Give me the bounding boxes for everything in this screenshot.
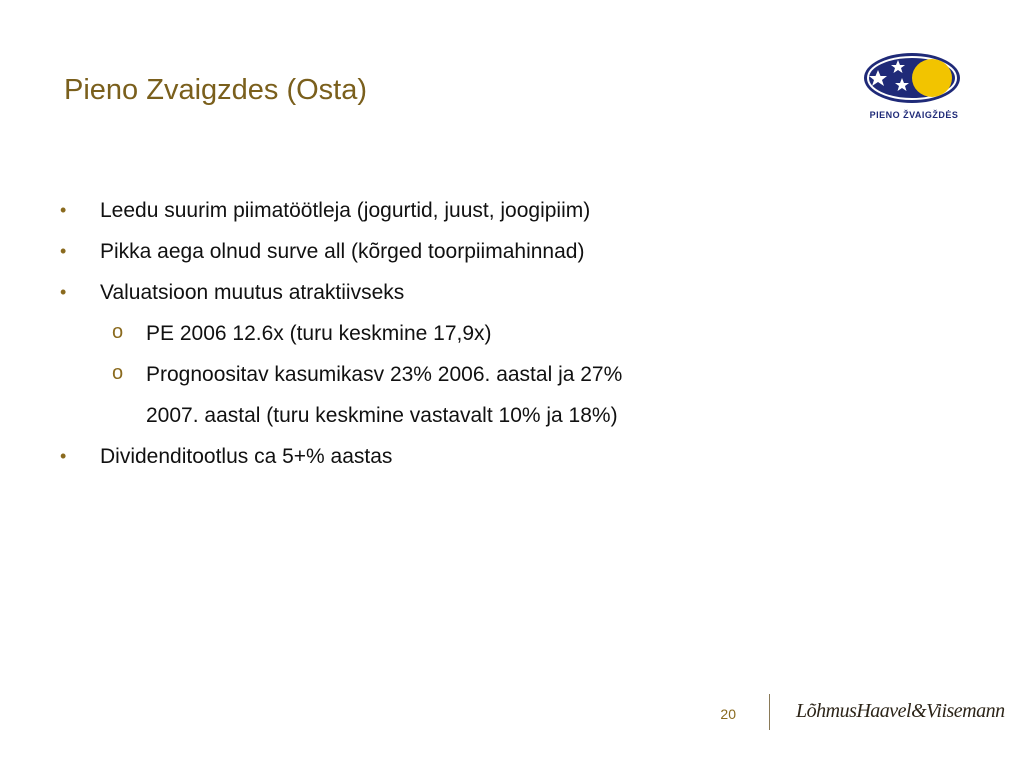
firm-logo: LõhmusHaavel&Viisemann <box>796 700 1005 722</box>
bullet-marker: • <box>60 446 67 466</box>
pieno-zvaigzdes-logo <box>856 50 972 128</box>
list-item <box>60 272 820 313</box>
sub-list-item <box>60 354 820 395</box>
sub-bullet-continuation-text: 2007. aastal (turu keskmine vastavalt 10% ja 18%) <box>146 404 618 427</box>
sub-bullet-text: PE 2006 12.6x (turu keskmine 17,9x) <box>146 322 492 345</box>
sub-list-item-continuation <box>60 395 820 436</box>
list-item <box>60 231 820 272</box>
bullet-marker: • <box>60 282 67 302</box>
logo-text: PIENO ŽVAIGŽDĖS <box>869 110 959 120</box>
bullet-text: Pikka aega olnud surve all (kõrged toorpiimahinnad) <box>100 240 585 263</box>
footer-divider <box>769 694 770 730</box>
sub-list-item <box>60 313 820 354</box>
pieno-zvaigzdes-logo-icon <box>856 50 972 110</box>
bullet-text: Dividenditootlus ca 5+% aastas <box>100 445 393 468</box>
bullet-list <box>60 190 820 477</box>
list-item <box>60 190 820 231</box>
list-item <box>60 436 820 477</box>
slide-title: Pieno Zvaigzdes (Osta) <box>64 74 368 106</box>
sub-bullet-text: Prognoositav kasumikasv 23% 2006. aastal ja 27% <box>146 363 623 386</box>
sub-bullet-marker: o <box>112 362 124 384</box>
bullet-text: Leedu suurim piimatöötleja (jogurtid, juust, joogipiim) <box>100 199 591 222</box>
page-number: 20 <box>720 706 736 722</box>
bullet-text: Valuatsioon muutus atraktiivseks <box>100 281 405 304</box>
bullet-marker: • <box>60 200 67 220</box>
bullet-marker: • <box>60 241 67 261</box>
sub-bullet-marker: o <box>112 321 124 343</box>
